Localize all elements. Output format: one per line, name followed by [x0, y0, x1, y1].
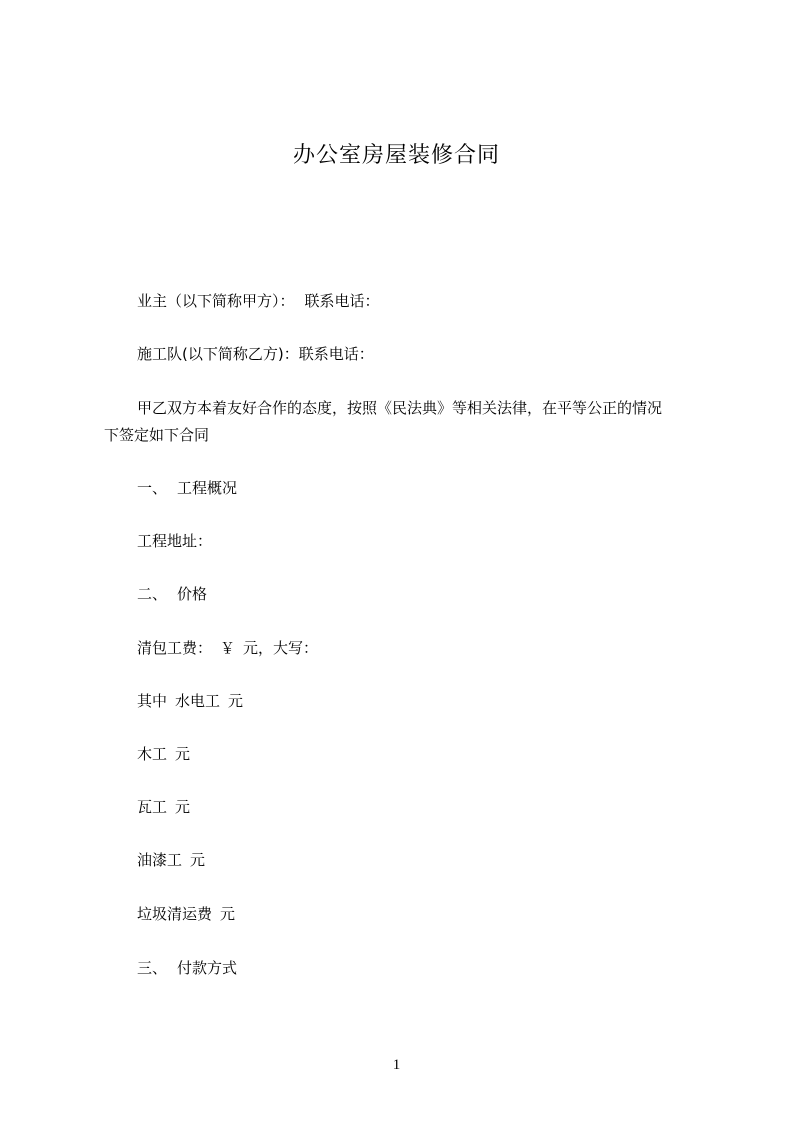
item-waste: 垃圾清运费: [137, 905, 213, 923]
section-3-title: 付款方式: [177, 959, 238, 977]
section-1-number: 一、: [137, 479, 168, 497]
preamble-line-2: 下签定如下合同: [104, 426, 210, 444]
contractor-label: 施工队(以下简称乙方)：: [137, 345, 299, 363]
section-3-heading: [137, 958, 237, 978]
labor-fee-currency: ￥: [220, 639, 236, 657]
item-plumbing: 水电工: [175, 692, 221, 710]
section-2-title: 价格: [177, 585, 208, 603]
painting-line: [137, 850, 205, 870]
section-2-number: 二、: [137, 585, 168, 603]
carpentry-line: [137, 744, 190, 764]
masonry-line: [137, 797, 190, 817]
item-carpentry: 木工: [137, 745, 168, 763]
labor-fee-line: [137, 638, 318, 658]
item-masonry: 瓦工: [137, 798, 168, 816]
owner-line: [137, 291, 380, 311]
section-1-title: 工程概况: [177, 479, 238, 497]
owner-phone-label: 联系电话：: [304, 292, 380, 310]
contractor-line: [137, 344, 374, 364]
item-painting-unit: 元: [190, 851, 206, 869]
section-3-number: 三、: [137, 959, 168, 977]
preamble-line-1: 甲乙双方本着友好合作的态度，按照《民法典》等相关法律，在平等公正的情况: [137, 399, 663, 417]
contractor-phone-label: 联系电话：: [298, 345, 374, 363]
labor-fee-unit: 元，大写：: [243, 639, 319, 657]
waste-removal-line: [137, 904, 235, 924]
page-number: 1: [392, 1057, 401, 1073]
project-address-label: 工程地址：: [137, 532, 213, 550]
breakdown-plumbing-line: [137, 691, 243, 711]
item-waste-unit: 元: [220, 905, 236, 923]
section-2-heading: [137, 584, 207, 604]
item-masonry-unit: 元: [175, 798, 191, 816]
document-title: 办公室房屋装修合同: [292, 143, 500, 168]
labor-fee-label: 清包工费：: [137, 639, 213, 657]
owner-label: 业主（以下简称甲方）：: [137, 292, 295, 310]
item-carpentry-unit: 元: [175, 745, 191, 763]
item-painting: 油漆工: [137, 851, 183, 869]
item-plumbing-unit: 元: [228, 692, 244, 710]
section-1-heading: [137, 478, 237, 498]
breakdown-prefix: 其中: [137, 692, 168, 710]
